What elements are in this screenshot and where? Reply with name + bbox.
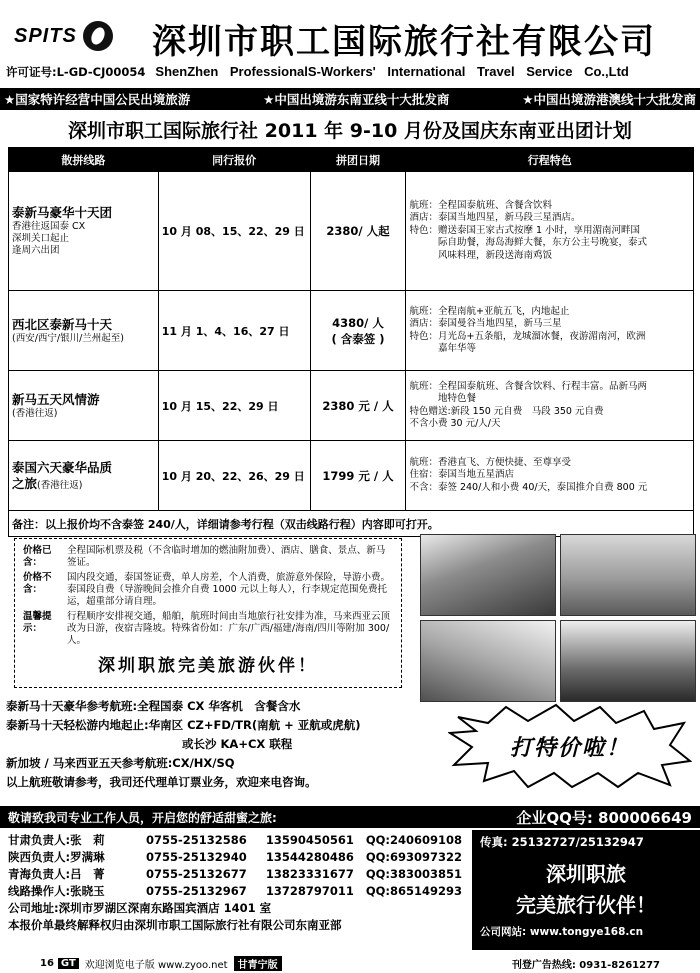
contact-tel: 0755-25132940 bbox=[145, 850, 247, 864]
route-dates: 10 月 15、22、29 日 bbox=[158, 371, 310, 441]
route-cell bbox=[9, 371, 159, 441]
fax-number: 传真: 25132727/25132947 bbox=[480, 835, 644, 849]
contact-list bbox=[0, 830, 470, 950]
info-text: 全程国际机票及税（不含临时增加的燃油附加费）、酒店、膳食、景点、新马签证。 bbox=[67, 545, 386, 568]
price-info-box bbox=[14, 538, 402, 688]
list-item bbox=[8, 832, 462, 849]
photo-dancer bbox=[420, 534, 556, 616]
price-line: 2380/ 人起 bbox=[326, 224, 390, 238]
contact-name: 陕西负责人:罗满琳 bbox=[8, 850, 105, 864]
contact-qq: QQ:865149293 bbox=[365, 884, 462, 898]
info-label: 价格不含： bbox=[23, 572, 52, 595]
license-number: 许可证号:L-GD-CJ00054 bbox=[6, 65, 146, 79]
photo-temple bbox=[560, 620, 696, 702]
table-row[interactable] bbox=[9, 291, 694, 371]
english-name: ShenZhen ProfessionalS-Workers' International Travel Service Co.,Ltd bbox=[155, 64, 629, 79]
logo-text: SPITS bbox=[14, 24, 77, 47]
route-name: 西北区泰新马十天 bbox=[12, 316, 113, 332]
info-label: 温馨提示： bbox=[23, 611, 52, 634]
enterprise-qq: 企业QQ号: 800006649 bbox=[516, 808, 692, 827]
contact-qq: QQ:240609108 bbox=[365, 833, 462, 847]
photo-collage bbox=[420, 534, 696, 702]
feature-line: 特色：赠送泰国王家古式按摩 1 小时，享用湄南河畔国 bbox=[409, 224, 641, 236]
table-note: 备注：以上报价均不含泰签 240/人，详细请参考行程（双击线路行程）内容即可打开。 bbox=[9, 511, 694, 537]
contact-name: 甘肃负责人:张 莉 bbox=[8, 833, 105, 847]
route-price bbox=[310, 172, 406, 291]
price-line: 1799 元 / 人 bbox=[322, 468, 394, 483]
info-label: 价格已含： bbox=[23, 545, 52, 568]
route-features bbox=[406, 441, 694, 511]
contact-name: 线路操作人:张晓玉 bbox=[8, 884, 105, 898]
col-header-features: 行程特色 bbox=[406, 148, 694, 172]
ad-hotline: 刊登广告热线: 0931-8261277 bbox=[511, 960, 660, 971]
route-dates: 11 月 1、4、16、27 日 bbox=[158, 291, 310, 371]
price-line: 2380 元 / 人 bbox=[322, 398, 394, 413]
photo-merlion bbox=[420, 620, 556, 702]
page-box: GT bbox=[58, 958, 79, 969]
route-name: 泰新马豪华十天团 bbox=[12, 205, 113, 220]
table-row[interactable] bbox=[9, 371, 694, 441]
route-sub: 香港往返国泰 CX bbox=[12, 221, 86, 232]
route-features bbox=[406, 291, 694, 371]
feature-line: 酒店：泰国当地四星，新马段三星酒店。 bbox=[409, 212, 581, 224]
feature-line: 风味料理，新段送海南鸡饭 bbox=[409, 249, 552, 261]
partner-slogan: 深圳职旅完美旅游伙伴！ bbox=[98, 656, 318, 676]
info-row-excluded bbox=[23, 572, 393, 608]
contact-mobile: 13823331677 bbox=[265, 867, 354, 881]
page-footer bbox=[0, 954, 700, 973]
route-name: 泰国六天豪华品质 bbox=[12, 459, 113, 475]
special-offer-burst bbox=[448, 703, 692, 789]
company-name: 深圳市职工国际旅行社有限公司 bbox=[152, 22, 656, 62]
feature-line: 航班：全程南航+亚航五飞，内地起止 bbox=[409, 305, 570, 317]
feature-line: 际自助餐，海岛海鲜大餐，东方公主号晚宴，泰式 bbox=[409, 237, 647, 249]
contact-tel: 0755-25132586 bbox=[145, 833, 247, 847]
footer-text: 欢迎浏览电子版 www.zyoo.net bbox=[84, 960, 228, 971]
feature-line: 特色赠送:新段 150 元自费 马段 350 元自费 bbox=[409, 405, 604, 417]
feature-line: 航班：全程国泰航班、含餐含饮料 bbox=[409, 199, 552, 211]
license-line bbox=[6, 64, 629, 80]
col-header-price: 同行报价 bbox=[158, 148, 310, 172]
price-line: ( 含泰签 ) bbox=[331, 331, 385, 346]
route-dates: 10 月 20、22、26、29 日 bbox=[158, 441, 310, 511]
company-logo bbox=[14, 18, 134, 54]
info-text: 国内段交通，泰国签证费，单人房差，个人消费，旅游意外保险，导游小费。泰国段自费（导游晚间会推介自费 1000 元以上每人），行李规定范围免费托运，超重部分请自理。 bbox=[67, 572, 391, 607]
flight-line: 新加坡 / 马来西亚五天参考航班:CX/HX/SQ bbox=[6, 756, 235, 770]
route-price bbox=[310, 371, 406, 441]
list-item bbox=[8, 866, 462, 883]
info-text: 行程顺序安排视交通，船舶，航班时间由当地旅行社安排为准，马来西亚云顶改为日游，夜宿吉隆坡。特殊省份如：广东/广西/福建/海南/四川等附加 300/人。 bbox=[67, 611, 391, 646]
route-price bbox=[310, 441, 406, 511]
col-header-route: 散拼线路 bbox=[9, 148, 159, 172]
route-name: 新马五天风情游 bbox=[12, 391, 100, 407]
route-price bbox=[310, 291, 406, 371]
route-cell bbox=[9, 291, 159, 371]
contact-band bbox=[0, 806, 700, 828]
disclaimer: 本报价单最终解释权归由深圳市职工国际旅行社有限公司东南亚部 bbox=[8, 918, 342, 932]
contact-mobile: 13590450561 bbox=[265, 833, 354, 847]
route-features bbox=[406, 172, 694, 291]
contact-invite: 敬请致我司专业工作人员，开启您的舒适甜蜜之旅: bbox=[8, 810, 277, 825]
route-sub: (香港往返) bbox=[37, 479, 83, 491]
feature-line: 不含：泰签 240/人和小费 40/天，泰国推介自费 800 元 bbox=[409, 481, 648, 493]
table-row[interactable] bbox=[9, 172, 694, 291]
route-dates: 10 月 08、15、22、29 日 bbox=[158, 172, 310, 291]
route-cell bbox=[9, 441, 159, 511]
routes-table bbox=[8, 147, 694, 537]
credentials-banner bbox=[0, 88, 700, 110]
contact-mobile: 13728797011 bbox=[265, 884, 354, 898]
list-item bbox=[8, 883, 462, 900]
burst-text: 打特价啦！ bbox=[509, 735, 630, 761]
company-address: 公司地址:深圳市罗湖区深南东路国宾酒店 1401 室 bbox=[8, 901, 272, 915]
flight-line: 以上航班敬请参考，我司还代理单订票业务，欢迎来电咨询。 bbox=[6, 775, 317, 789]
feature-line: 住宿：泰国当地五星酒店 bbox=[409, 469, 514, 481]
price-line: 4380/ 人 bbox=[332, 315, 384, 330]
right-panel bbox=[472, 830, 700, 950]
header bbox=[0, 0, 700, 86]
route-cell bbox=[9, 172, 159, 291]
banner-item: ★中国出境游港澳线十大批发商 bbox=[522, 92, 696, 107]
flight-info bbox=[6, 697, 446, 792]
route-sub: (西安/西宁/银川/兰州起至) bbox=[12, 332, 125, 344]
banner-item: ★国家特许经营中国公民出境旅游 bbox=[4, 92, 191, 107]
feature-line: 嘉年华等 bbox=[409, 343, 476, 354]
feature-line: 不含小费 30 元/人/天 bbox=[409, 418, 501, 429]
logo-swirl-icon bbox=[83, 21, 113, 51]
photo-elephant bbox=[560, 534, 696, 616]
route-features bbox=[406, 371, 694, 441]
magazine-edition: 甘青宁版 bbox=[234, 956, 282, 971]
feature-line: 特色：月光岛+五条船，龙城溜冰餐，夜游湄南河，欧洲 bbox=[409, 330, 646, 342]
contact-tel: 0755-25132967 bbox=[145, 884, 247, 898]
contact-tel: 0755-25132677 bbox=[145, 867, 247, 881]
route-sub: (香港往返) bbox=[12, 407, 58, 419]
page-title: 深圳市职工国际旅行社 2011 年 9-10 月份及国庆东南亚出团计划 bbox=[68, 120, 632, 142]
table-header-row bbox=[9, 148, 694, 172]
info-row-tips bbox=[23, 611, 393, 647]
contact-qq: QQ:383003851 bbox=[365, 867, 462, 881]
slogan-line1: 深圳职旅 bbox=[546, 862, 626, 886]
banner-item: ★中国出境游东南亚线十大批发商 bbox=[263, 92, 450, 107]
flight-line: 泰新马十天轻松游内地起止:华南区 CZ+FD/TR(南航 + 亚航或虎航) bbox=[6, 718, 361, 732]
feature-line: 地特色餐 bbox=[409, 393, 476, 404]
route-sub: 逢周六出团 bbox=[12, 245, 60, 256]
list-item bbox=[8, 849, 462, 866]
route-sub: 深圳关口起止 bbox=[12, 233, 70, 244]
feature-line: 航班：香港直飞、方便快捷、至尊享受 bbox=[409, 456, 571, 468]
contact-name: 青海负责人:吕 菁 bbox=[8, 867, 105, 881]
flight-line: 或长沙 KA+CX 联程 bbox=[182, 737, 293, 751]
table-row[interactable] bbox=[9, 441, 694, 511]
contact-mobile: 13544280486 bbox=[265, 850, 354, 864]
contact-qq: QQ:693097322 bbox=[365, 850, 462, 864]
col-header-dates: 拼团日期 bbox=[310, 148, 406, 172]
slogan-line2: 完美旅行伙伴！ bbox=[516, 893, 656, 917]
note-row bbox=[9, 511, 694, 537]
flight-line: 泰新马十天豪华参考航班:全程国泰 CX 华客机 含餐含水 bbox=[6, 699, 301, 713]
route-name-line2: 之旅 bbox=[12, 475, 38, 491]
company-website[interactable]: 公司网站: www.tongye168.cn bbox=[480, 926, 644, 938]
page-number: 16 bbox=[40, 958, 54, 969]
info-row-included bbox=[23, 545, 393, 569]
route-name-cont bbox=[12, 476, 155, 492]
feature-line: 酒店：泰国曼谷当地四星，新马三星 bbox=[409, 318, 562, 329]
feature-line: 航班：全程国泰航班、含餐含饮料、行程丰富。品新马两 bbox=[409, 380, 647, 392]
